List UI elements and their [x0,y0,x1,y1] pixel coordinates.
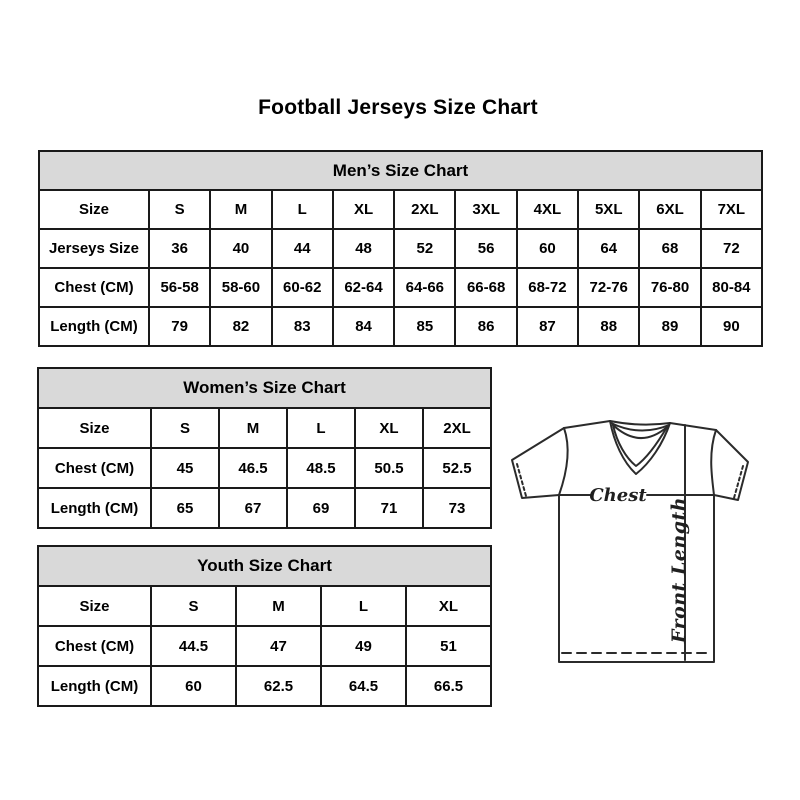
youth-size-table [37,545,492,707]
womens-size-table [37,367,492,529]
table-cell: 40 [210,229,271,268]
column-header: XL [333,190,394,229]
right-shoulder-line [670,423,716,430]
table-cell: 87 [517,307,578,346]
table-cell: 64 [578,229,639,268]
table-cell: 64.5 [321,666,406,706]
row-label: Length (CM) [38,488,151,528]
table-cell: 52.5 [423,448,491,488]
column-header: L [287,408,355,448]
table-row [39,307,762,346]
table-row [38,626,491,666]
table-row [38,448,491,488]
table-cell: 82 [210,307,271,346]
table-cell: 50.5 [355,448,423,488]
jersey-illustration [506,416,754,666]
table-title-row [38,546,491,586]
table-cell: 66-68 [455,268,516,307]
table-cell: 60 [151,666,236,706]
table-cell: 48.5 [287,448,355,488]
column-header: L [272,190,333,229]
table-cell: 64-66 [394,268,455,307]
row-label: Chest (CM) [39,268,149,307]
column-header: S [149,190,210,229]
table-cell: 84 [333,307,394,346]
table-cell: 85 [394,307,455,346]
table-cell: 65 [151,488,219,528]
table-row [39,268,762,307]
table-title: Men’s Size Chart [39,151,762,190]
table-cell: 44.5 [151,626,236,666]
right-armhole-seam [711,430,716,495]
table-cell: 80-84 [701,268,762,307]
table-cell: 83 [272,307,333,346]
table-cell: 68-72 [517,268,578,307]
table-row [39,229,762,268]
table-cell: 52 [394,229,455,268]
table-cell: 46.5 [219,448,287,488]
table-cell: 60 [517,229,578,268]
column-header: 6XL [639,190,700,229]
column-header: 7XL [701,190,762,229]
corner-header: Size [38,586,151,626]
table-cell: 56-58 [149,268,210,307]
table-title: Youth Size Chart [38,546,491,586]
table-row [38,666,491,706]
table-cell: 72 [701,229,762,268]
corner-header: Size [39,190,149,229]
table-cell: 45 [151,448,219,488]
row-label: Chest (CM) [38,448,151,488]
row-label: Length (CM) [38,666,151,706]
table-cell: 47 [236,626,321,666]
left-sleeve [512,428,564,498]
table-row [38,488,491,528]
mens-size-table [38,150,763,347]
left-cuff-stitch [517,464,526,496]
table-cell: 51 [406,626,491,666]
table-cell: 36 [149,229,210,268]
table-title: Women’s Size Chart [38,368,491,408]
row-label: Jerseys Size [39,229,149,268]
table-cell: 89 [639,307,700,346]
table-header-row [39,190,762,229]
table-title-row [39,151,762,190]
row-label: Chest (CM) [38,626,151,666]
column-header: 2XL [423,408,491,448]
table-cell: 88 [578,307,639,346]
column-header: 3XL [455,190,516,229]
column-header: XL [406,586,491,626]
column-header: M [210,190,271,229]
table-cell: 60-62 [272,268,333,307]
table-header-row [38,586,491,626]
chest-label: Chest [589,485,647,506]
column-header: M [236,586,321,626]
jersey-body [559,495,714,662]
table-cell: 68 [639,229,700,268]
table-cell: 66.5 [406,666,491,706]
front-length-label: Front Length [668,496,690,644]
row-label: Length (CM) [39,307,149,346]
table-cell: 76-80 [639,268,700,307]
column-header: 2XL [394,190,455,229]
table-cell: 48 [333,229,394,268]
column-header: 4XL [517,190,578,229]
left-shoulder-line [564,421,610,428]
table-cell: 58-60 [210,268,271,307]
table-cell: 73 [423,488,491,528]
table-cell: 44 [272,229,333,268]
table-cell: 86 [455,307,516,346]
column-header: S [151,408,219,448]
table-cell: 67 [219,488,287,528]
table-cell: 72-76 [578,268,639,307]
table-cell: 56 [455,229,516,268]
page-title: Football Jerseys Size Chart [258,96,538,119]
right-cuff-stitch [734,466,743,498]
corner-header: Size [38,408,151,448]
table-cell: 79 [149,307,210,346]
column-header: L [321,586,406,626]
right-sleeve [714,430,748,500]
collar-rim [610,421,670,425]
column-header: S [151,586,236,626]
left-armhole-seam [559,428,568,495]
jersey-diagram [506,416,754,666]
table-title-row [38,368,491,408]
table-cell: 71 [355,488,423,528]
table-cell: 62.5 [236,666,321,706]
table-cell: 62-64 [333,268,394,307]
column-header: XL [355,408,423,448]
table-header-row [38,408,491,448]
column-header: 5XL [578,190,639,229]
table-cell: 49 [321,626,406,666]
table-cell: 69 [287,488,355,528]
column-header: M [219,408,287,448]
table-cell: 90 [701,307,762,346]
